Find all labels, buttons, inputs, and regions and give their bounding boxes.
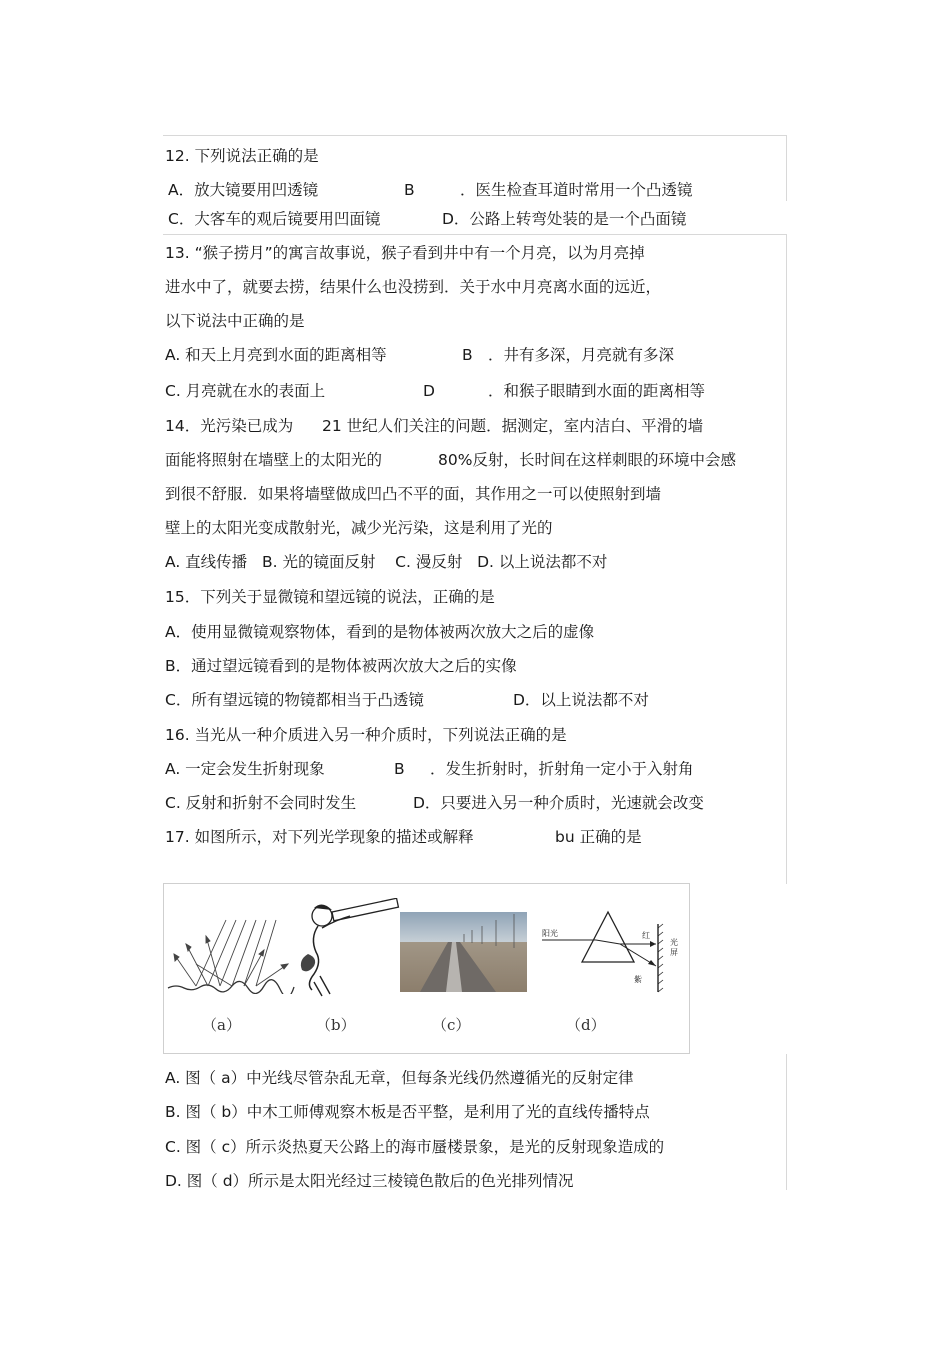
- q16-stem: 16. 当光从一种介质进入另一种介质时，下列说法正确的是: [165, 726, 567, 744]
- q12-option-b: ．医生检查耳道时常用一个凸透镜: [460, 181, 693, 199]
- frame-right-line-2: [786, 234, 787, 884]
- q15-option-a: A．使用显微镜观察物体，看到的是物体被两次放大之后的虚像: [165, 623, 595, 641]
- q14-stem-line1b: 21 世纪人们关注的问题．据测定，室内洁白、平滑的墙: [322, 417, 704, 435]
- q17-option-c: C. 图（ c）所示炎热夏天公路上的海市蜃楼景象，是光的反射现象造成的: [165, 1138, 665, 1156]
- q14-stem-line2b: 80%反射，长时间在这样刺眼的环境中会感: [438, 451, 736, 469]
- q12-option-b-letter: B: [404, 181, 415, 199]
- q17-stem-tail: bu 正确的是: [555, 828, 642, 846]
- q13-stem-line1: 13. “猴子捞月”的寓言故事说，猴子看到井中有一个月亮，以为月亮掉: [165, 244, 645, 262]
- q13-option-b: ．井有多深，月亮就有多深: [488, 346, 675, 364]
- figure-d-screen-label: 光屏: [670, 938, 678, 957]
- q15-option-c: C．所有望远镜的物镜都相当于凸透镜: [165, 691, 424, 709]
- q13-option-d-letter: D: [423, 382, 435, 400]
- q13-option-c: C. 月亮就在水的表面上: [165, 382, 326, 400]
- q17-stem: 17. 如图所示，对下列光学现象的描述或解释: [165, 828, 474, 846]
- figure-a-diffuse-reflection: [166, 914, 296, 994]
- q16-option-b: ．发生折射时，折射角一定小于入射角: [430, 760, 694, 778]
- frame-top-line: [163, 135, 786, 136]
- figure-b-carpenter: [292, 898, 402, 998]
- q14-stem-line2a: 面能将照射在墙壁上的太阳光的: [165, 451, 383, 469]
- q13-stem-line3: 以下说法中正确的是: [165, 312, 305, 330]
- q15-stem: 15．下列关于显微镜和望远镜的说法，正确的是: [165, 588, 495, 606]
- figure-c-road-mirage: [400, 912, 527, 992]
- q13-option-b-letter: B: [462, 346, 473, 364]
- frame-right-line: [786, 135, 787, 201]
- figure-label-d: （d）: [566, 1016, 606, 1034]
- q12-option-d: D．公路上转弯处装的是一个凸面镜: [442, 210, 687, 228]
- figure-label-c: （c）: [432, 1016, 471, 1034]
- q12-stem: 12. 下列说法正确的是: [165, 147, 319, 165]
- figure-label-a: （a）: [202, 1016, 241, 1034]
- q15-option-d: D．以上说法都不对: [513, 691, 649, 709]
- figure-d-sun-label: 阳光: [542, 929, 558, 938]
- q14-options: A. 直线传播 B. 光的镜面反射 C. 漫反射 D. 以上说法都不对: [165, 553, 608, 571]
- figure-label-b: （b）: [316, 1016, 356, 1034]
- frame-right-line-3: [786, 1054, 787, 1190]
- q17-option-d: D. 图（ d）所示是太阳光经过三棱镜色散后的色光排列情况: [165, 1172, 574, 1190]
- figure-d-red-label: 红: [642, 931, 650, 940]
- q14-stem-line4: 壁上的太阳光变成散射光，减少光污染，这是利用了光的: [165, 519, 553, 537]
- q16-option-c: C. 反射和折射不会同时发生: [165, 794, 357, 812]
- q13-stem-line2: 进水中了，就要去捞，结果什么也没捞到．关于水中月亮离水面的远近，: [165, 278, 662, 296]
- figure-d-prism-dispersion: [538, 904, 688, 1000]
- q17-option-b: B. 图（ b）中木工师傅观察木板是否平整，是利用了光的直线传播特点: [165, 1103, 650, 1121]
- q16-option-d: D．只要进入另一种介质时，光速就会改变: [413, 794, 704, 812]
- q16-option-b-letter: B: [394, 760, 405, 778]
- q14-stem-line1a: 14．光污染已成为: [165, 417, 294, 435]
- q16-option-a: A. 一定会发生折射现象: [165, 760, 325, 778]
- figure-d-violet-label: 紫: [634, 975, 642, 984]
- q12-option-c: C．大客车的观后镜要用凹面镜: [168, 210, 381, 228]
- q12-option-a: A．放大镜要用凹透镜: [168, 181, 319, 199]
- q14-stem-line3: 到很不舒服．如果将墙壁做成凹凸不平的面，其作用之一可以使照射到墙: [165, 485, 662, 503]
- frame-mid-line: [163, 234, 786, 235]
- q13-option-a: A. 和天上月亮到水面的距离相等: [165, 346, 387, 364]
- q17-option-a: A. 图（ a）中光线尽管杂乱无章，但每条光线仍然遵循光的反射定律: [165, 1069, 634, 1087]
- q15-option-b: B．通过望远镜看到的是物体被两次放大之后的实像: [165, 657, 517, 675]
- q17-figure: [163, 883, 690, 1054]
- q13-option-d: ．和猴子眼睛到水面的距离相等: [488, 382, 706, 400]
